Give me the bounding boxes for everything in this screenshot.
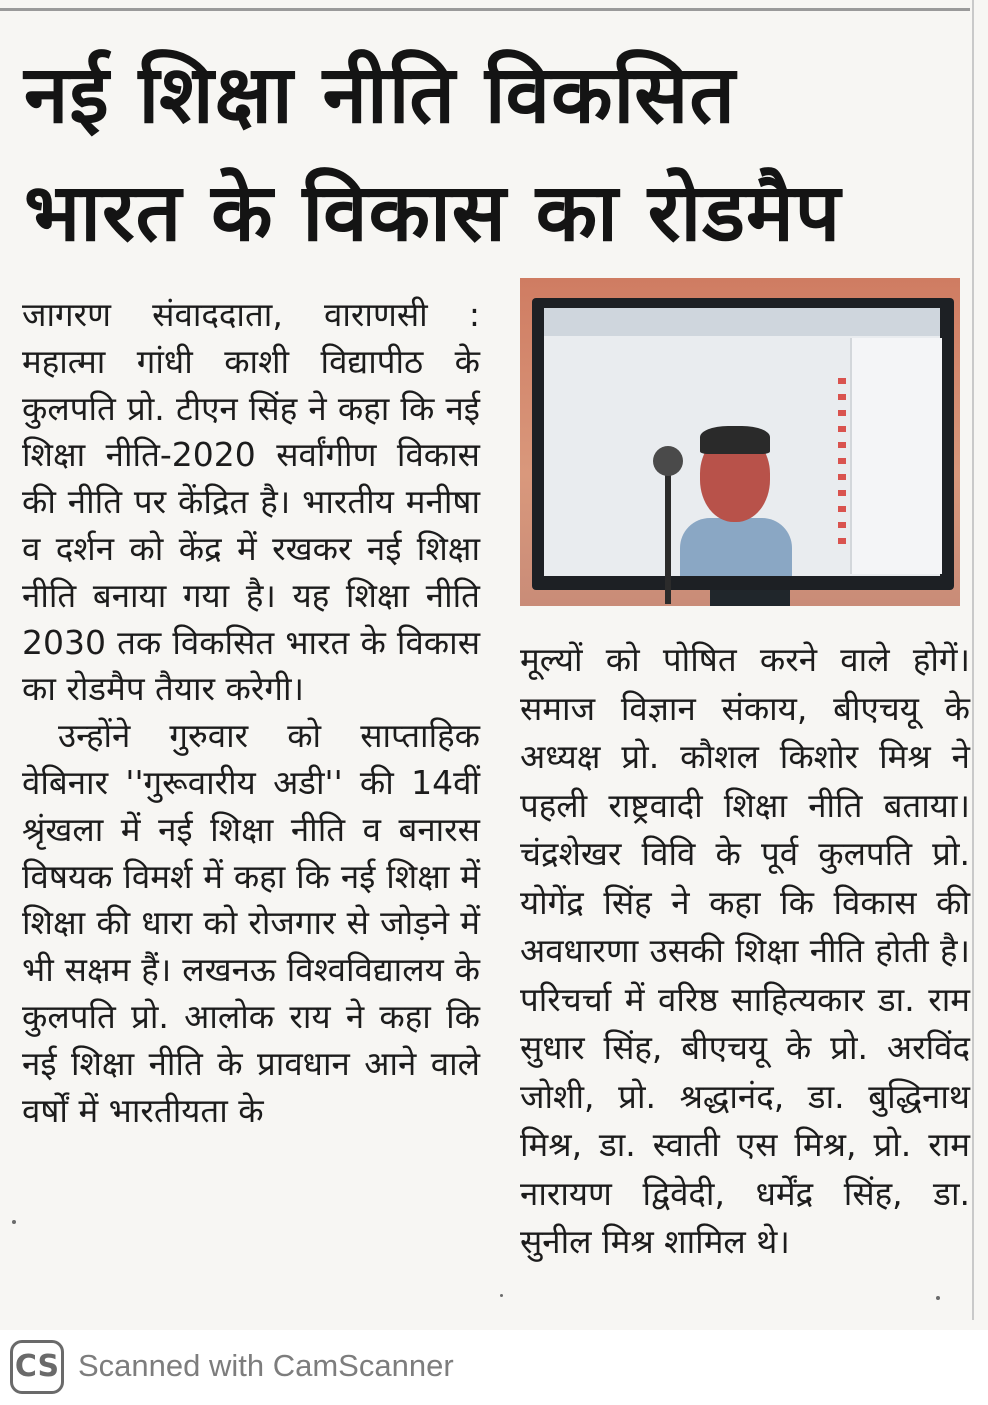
microphone-stand — [665, 464, 671, 604]
speaker — [680, 426, 792, 576]
webinar-photo — [520, 278, 960, 606]
print-speck — [500, 1294, 503, 1297]
headline-line-1: नई शिक्षा नीति विकसित — [24, 48, 736, 141]
print-speck — [12, 1220, 16, 1224]
article-paragraph-1 — [22, 292, 480, 713]
column-rule — [972, 0, 974, 1320]
headline-line-2: भारत के विकास का रोडमैप — [24, 166, 842, 259]
top-rule — [0, 8, 970, 11]
participants-panel — [850, 338, 942, 574]
article-paragraph-3: मूल्यों को पोषित करने वाले होगें। समाज विज्ञान संकाय, बीएचयू के अध्यक्ष प्रो. कौशल किशोर मिश्र ने पहली राष्ट्रवादी शिक्षा नीति बताया। चंद्रशेखर विवि के पूर्व कुलपति प्रो. योगेंद्र सिंह ने कहा कि विकास की अवधारणा उसकी शिक्षा नीति होती है। परिचर्चा में वरिष्ठ साहित्यकार डा. राम सुधार सिंह, बीएचयू के प्रो. अरविंद जोशी, प्रो. श्रद्धानंद, डा. बुद्धिनाथ मिश्र, डा. स्वाती एस मिश्र, प्रो. राम नारायण द्विवेदी, धर्मेंद्र सिंह, डा. सुनील मिश्र शामिल थे। — [520, 640, 970, 1261]
article-right-column — [520, 636, 970, 1267]
microphone — [653, 446, 683, 476]
print-speck — [936, 1296, 940, 1300]
camscanner-logo-icon: CS — [10, 1340, 64, 1394]
byline: जागरण संवाददाता, वाराणसी : — [22, 295, 480, 334]
scanner-watermark — [0, 1330, 988, 1405]
headline — [24, 36, 954, 272]
article-left-column — [22, 292, 480, 1134]
lead-text: महात्मा गांधी काशी विद्यापीठ के कुलपति प्रो. टीएन सिंह ने कहा कि नई शिक्षा नीति-2020 सर्वांगीण विकास की नीति पर केंद्रित है। भारतीय मनीषा व दर्शन को केंद्र में रखकर नई शिक्षा नीति बनाया गया है। यह शिक्षा नीति 2030 तक विकसित भारत के विकास का रोडमैप तैयार करेगी। — [22, 341, 480, 709]
watermark-text: Scanned with CamScanner — [78, 1348, 454, 1383]
article-paragraph-2: उन्होंने गुरुवार को साप्ताहिक वेबिनार ''गुरूवारीय अडी'' की 14वीं श्रृंखला में नई शिक्षा नीति व बनारस विषयक विमर्श में कहा कि नई शिक्षा में शिक्षा की धारा को रोजगार से जोड़ने में भी सक्षम हैं। लखनऊ विश्वविद्यालय के कुलपति प्रो. आलोक राय ने कहा कि नई शिक्षा नीति के प्रावधान आने वाले वर्षों में भारतीयता के — [22, 716, 480, 1130]
